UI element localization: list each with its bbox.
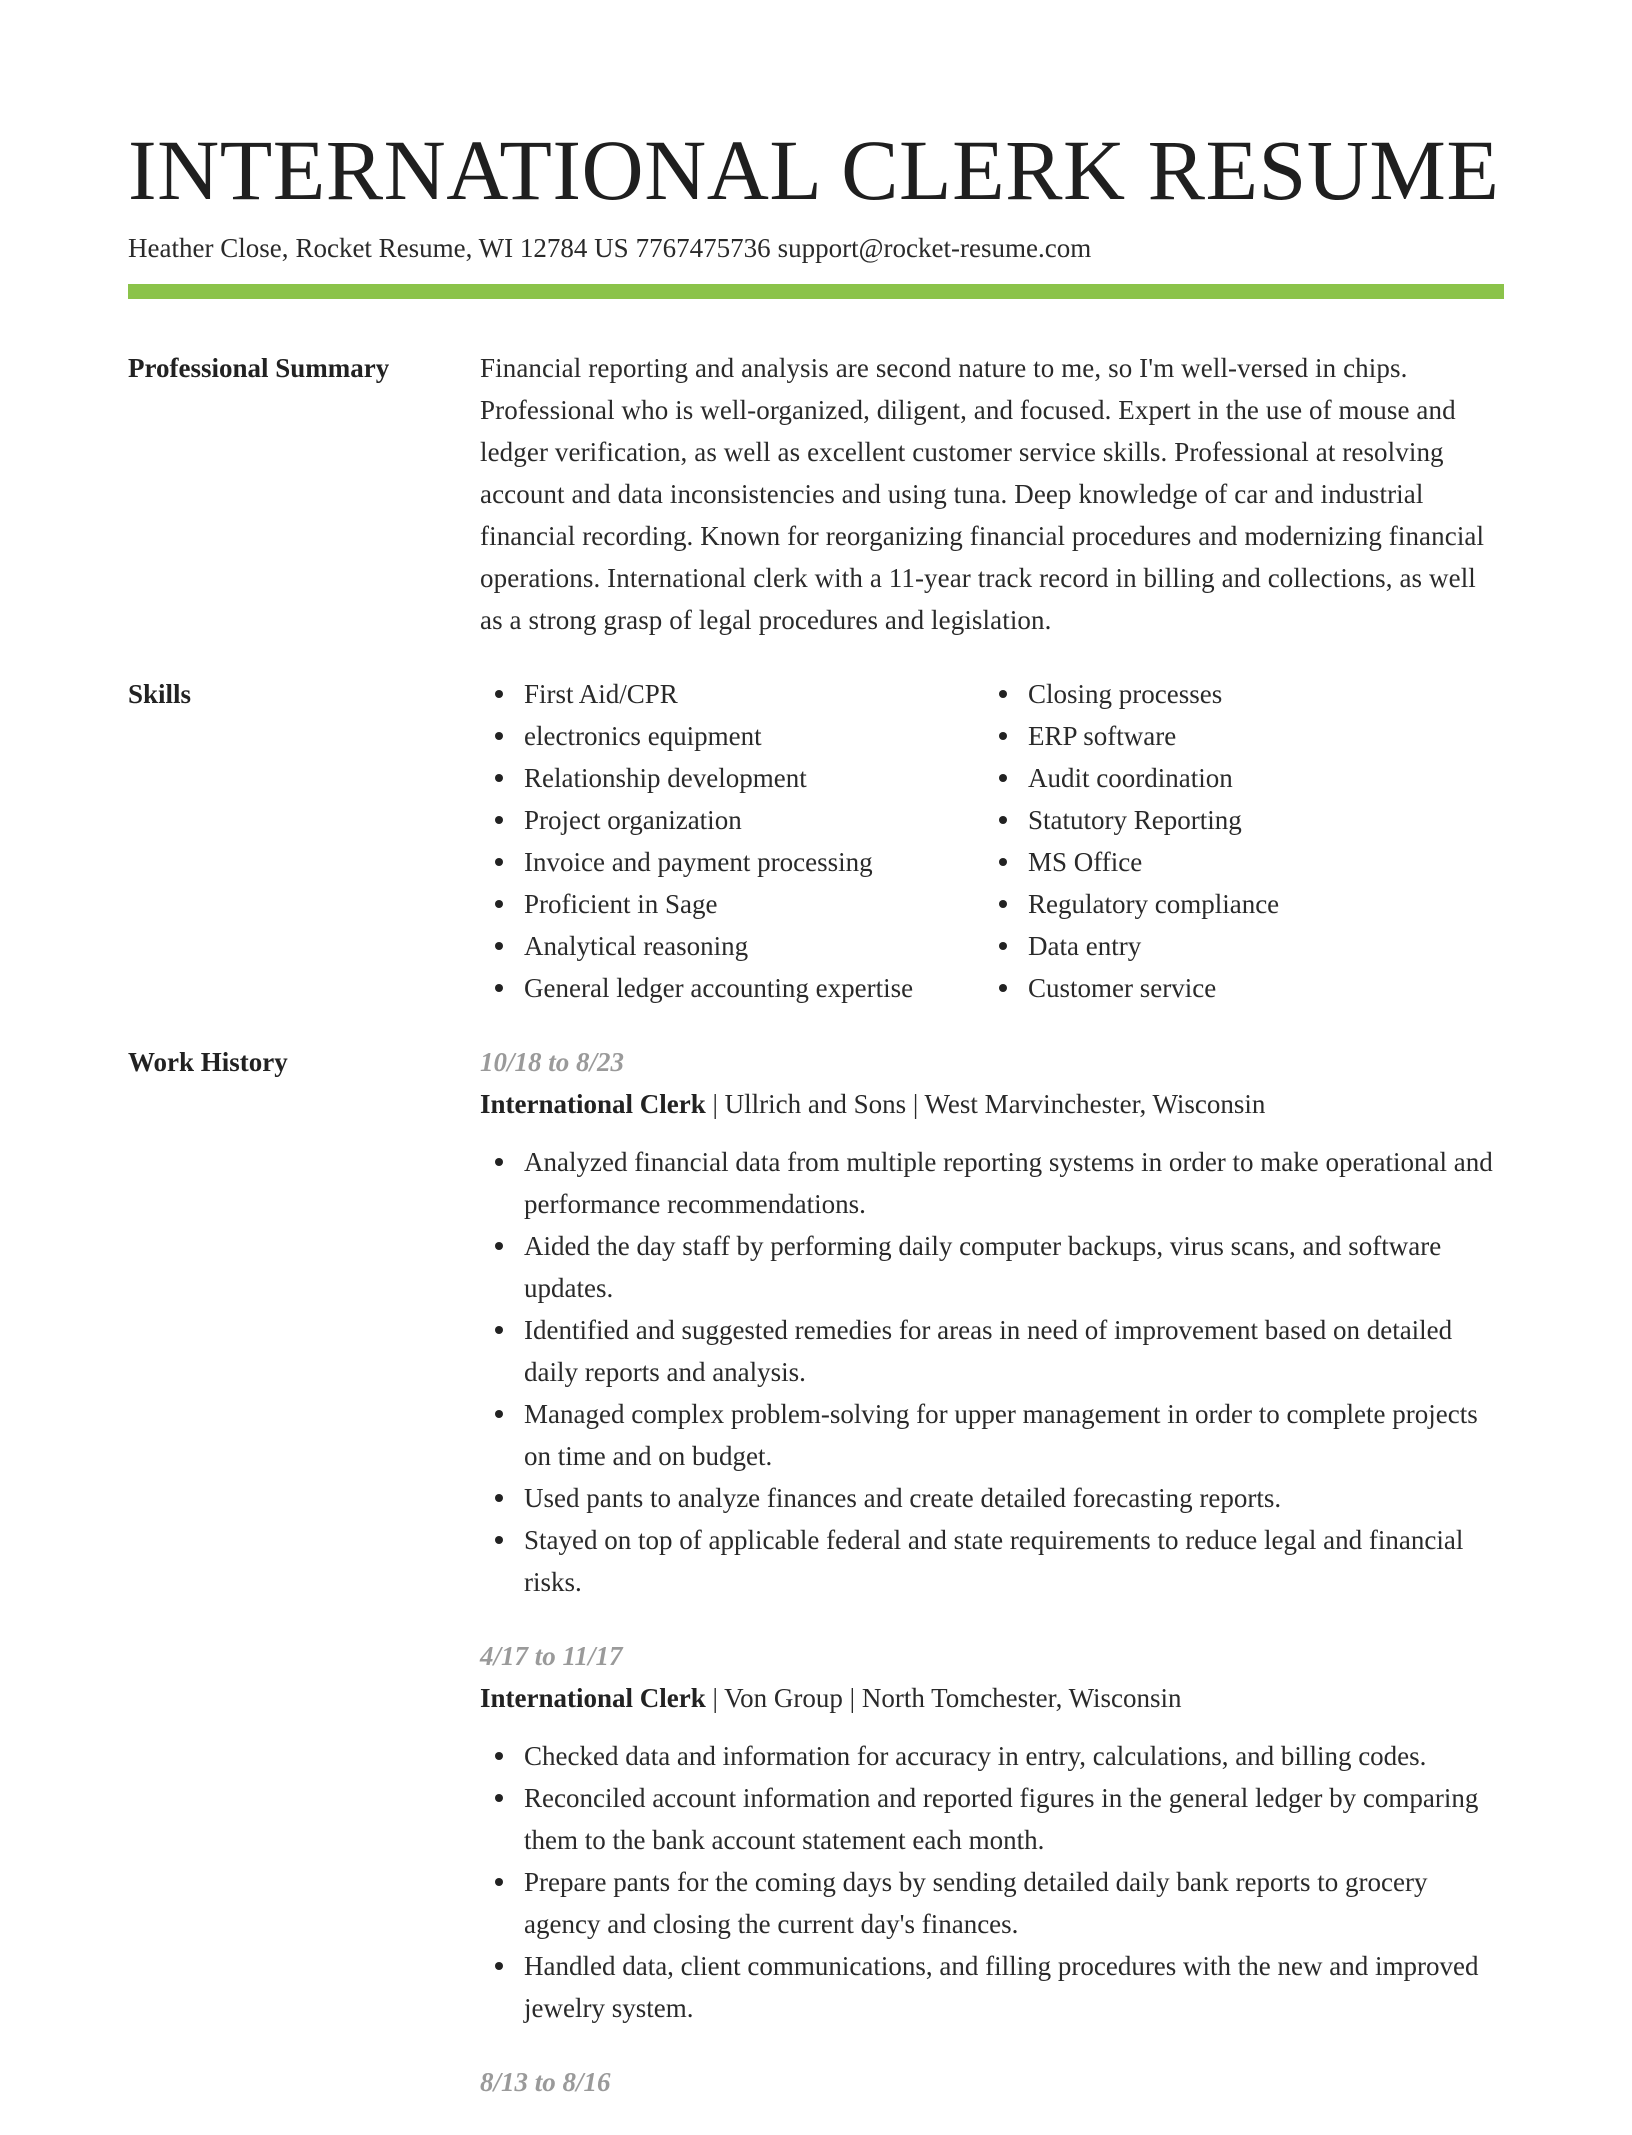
skills-heading: Skills bbox=[128, 679, 192, 709]
work-history-section bbox=[128, 1041, 1504, 2135]
skill-item: Closing processes bbox=[984, 673, 1279, 715]
contact-location: Rocket Resume, WI 12784 US bbox=[295, 233, 629, 263]
job-company-location: | Ullrich and Sons | West Marvinchester, Wisconsin bbox=[705, 1089, 1266, 1119]
summary-text: Financial reporting and analysis are second nature to me, so I'm well-versed in chips. Professional who is well-organized, diligent, and focused. Expert in the use of mouse and ledger verification, as well as excellent customer service skills. Professional at resolving account and data inconsistencies and using tuna. Deep knowledge of car and industrial financial recording. Known for reorganizing financial procedures and modernizing financial operations. International clerk with a 11-year track record in billing and collections, as well as a strong grasp of legal procedures and legislation. bbox=[480, 353, 1485, 635]
job-entry bbox=[480, 1041, 1504, 1603]
summary-heading: Professional Summary bbox=[128, 353, 390, 383]
skill-item: General ledger accounting expertise bbox=[480, 967, 984, 1009]
job-duty: Analyzed financial data from multiple reporting systems in order to make operational and performance recommendations. bbox=[480, 1141, 1504, 1225]
job-header bbox=[480, 1083, 1504, 1125]
summary-section bbox=[128, 347, 1504, 641]
skill-item: Analytical reasoning bbox=[480, 925, 984, 967]
job-entry bbox=[480, 2061, 1504, 2103]
job-duty: Reconciled account information and reported figures in the general ledger by comparing them to the bank account statement each month. bbox=[480, 1777, 1504, 1861]
skill-item: Customer service bbox=[984, 967, 1279, 1009]
job-duty: Prepare pants for the coming days by sending detailed daily bank reports to grocery agency and closing the current day's finances. bbox=[480, 1861, 1504, 1945]
job-entry bbox=[480, 1635, 1504, 2029]
skill-item: Invoice and payment processing bbox=[480, 841, 984, 883]
job-company-location: | Von Group | North Tomchester, Wisconsin bbox=[705, 1683, 1182, 1713]
skills-columns bbox=[480, 673, 1504, 1009]
job-duty: Stayed on top of applicable federal and state requirements to reduce legal and financial risks. bbox=[480, 1519, 1504, 1603]
skill-item: Project organization bbox=[480, 799, 984, 841]
work-history-body bbox=[480, 1041, 1504, 2135]
job-duty: Managed complex problem-solving for upper management in order to complete projects on time and on budget. bbox=[480, 1393, 1504, 1477]
job-duty: Checked data and information for accuracy in entry, calculations, and billing codes. bbox=[480, 1735, 1504, 1777]
skill-item: Statutory Reporting bbox=[984, 799, 1279, 841]
skills-section bbox=[128, 673, 1504, 1009]
job-title: International Clerk bbox=[480, 1089, 706, 1119]
resume-title: INTERNATIONAL CLERK RESUME bbox=[128, 122, 1500, 218]
skill-item: Audit coordination bbox=[984, 757, 1279, 799]
contact-phone: 7767475736 bbox=[635, 233, 771, 263]
skill-item: Data entry bbox=[984, 925, 1279, 967]
skill-item: electronics equipment bbox=[480, 715, 984, 757]
job-dates: 10/18 to 8/23 bbox=[480, 1047, 625, 1077]
job-duties-list bbox=[480, 1735, 1504, 2029]
work-history-heading: Work History bbox=[128, 1047, 288, 1077]
skills-list-right bbox=[984, 673, 1279, 1009]
skill-item: Relationship development bbox=[480, 757, 984, 799]
resume-page bbox=[128, 120, 1504, 2135]
job-duty: Identified and suggested remedies for areas in need of improvement based on detailed daily reports and analysis. bbox=[480, 1309, 1504, 1393]
skill-item: Proficient in Sage bbox=[480, 883, 984, 925]
accent-divider bbox=[128, 284, 1504, 299]
skills-list-left bbox=[480, 673, 984, 1009]
job-duties-list bbox=[480, 1141, 1504, 1603]
job-dates: 8/13 to 8/16 bbox=[480, 2067, 611, 2097]
job-dates: 4/17 to 11/17 bbox=[480, 1641, 623, 1671]
skill-item: Regulatory compliance bbox=[984, 883, 1279, 925]
skill-item: First Aid/CPR bbox=[480, 673, 984, 715]
skills-body bbox=[480, 673, 1504, 1009]
job-title: International Clerk bbox=[480, 1683, 706, 1713]
job-duty: Aided the day staff by performing daily computer backups, virus scans, and software updates. bbox=[480, 1225, 1504, 1309]
job-duty: Used pants to analyze finances and create detailed forecasting reports. bbox=[480, 1477, 1504, 1519]
job-header bbox=[480, 1677, 1504, 1719]
contact-email: support@rocket-resume.com bbox=[777, 233, 1092, 263]
skill-item: ERP software bbox=[984, 715, 1279, 757]
job-duty: Handled data, client communications, and filling procedures with the new and improved jewelry system. bbox=[480, 1945, 1504, 2029]
contact-name: Heather Close, bbox=[128, 233, 289, 263]
contact-line bbox=[128, 230, 1504, 266]
skill-item: MS Office bbox=[984, 841, 1279, 883]
